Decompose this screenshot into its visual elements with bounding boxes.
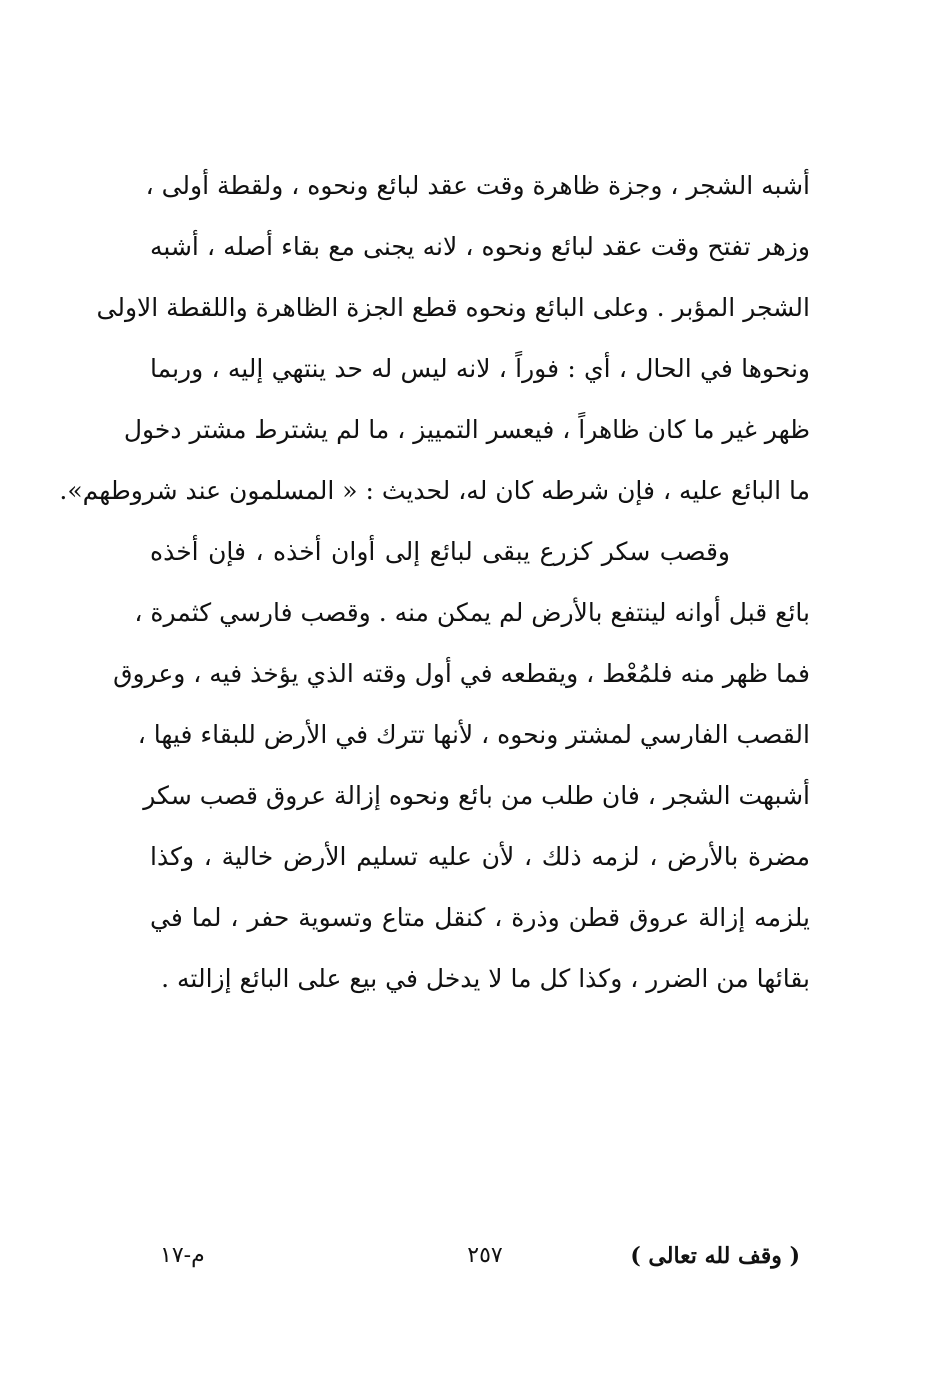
page-number: ٢٥٧ [467,1243,503,1268]
text-line: ونحوها في الحال ، أي : فوراً ، لانه ليس له حد ينتهي إليه ، وربما [150,354,810,383]
text-line: القصب الفارسي لمشتر ونحوه ، لأنها تترك في الأرض للبقاء فيها ، [137,720,810,749]
text-line: فما ظهر منه فلمُعْط ، ويقطعه في أول وقته الذي يؤخذ فيه ، وعروق [113,659,810,688]
signature-mark: م-١٧ [160,1243,205,1268]
text-line: بقائها من الضرر ، وكذا كل ما لا يدخل في بيع على البائع إزالته . [161,964,810,993]
text-line: أشبه الشجر ، وجزة ظاهرة وقت عقد لبائع ونحوه ، ولقطة أولى ، [145,171,810,200]
waqf-note: ( وقف لله تعالى ) [630,1243,800,1269]
body-text [59,155,810,1009]
text-line: ما البائع عليه ، فإن شرطه كان له، لحديث : « المسلمون عند شروطهم». [59,476,810,505]
text-line: بائع قبل أوانه لينتفع بالأرض لم يمكن منه . وقصب فارسي كثمرة ، [134,598,810,627]
text-line: ظهر غير ما كان ظاهراً ، فيعسر التمييز ، ما لم يشترط مشتر دخول [123,415,810,444]
text-line: مضرة بالأرض ، لزمه ذلك ، لأن عليه تسليم الأرض خالية ، وكذا [150,842,810,871]
text-line: أشبهت الشجر ، فان طلب من بائع ونحوه إزالة عروق قصب سكر [143,781,810,810]
text-line: وقصب سكر كزرع يبقى لبائع إلى أوان أخذه ، فإن أخذه [150,537,730,566]
text-line: يلزمه إزالة عروق قطن وذرة ، كنقل متاع وتسوية حفر ، لما في [150,903,810,932]
text-line: الشجر المؤبر . وعلى البائع ونحوه قطع الجزة الظاهرة واللقطة الاولى [96,293,810,322]
text-line: وزهر تفتح وقت عقد لبائع ونحوه ، لانه يجنى مع بقاء أصله ، أشبه [150,232,810,261]
